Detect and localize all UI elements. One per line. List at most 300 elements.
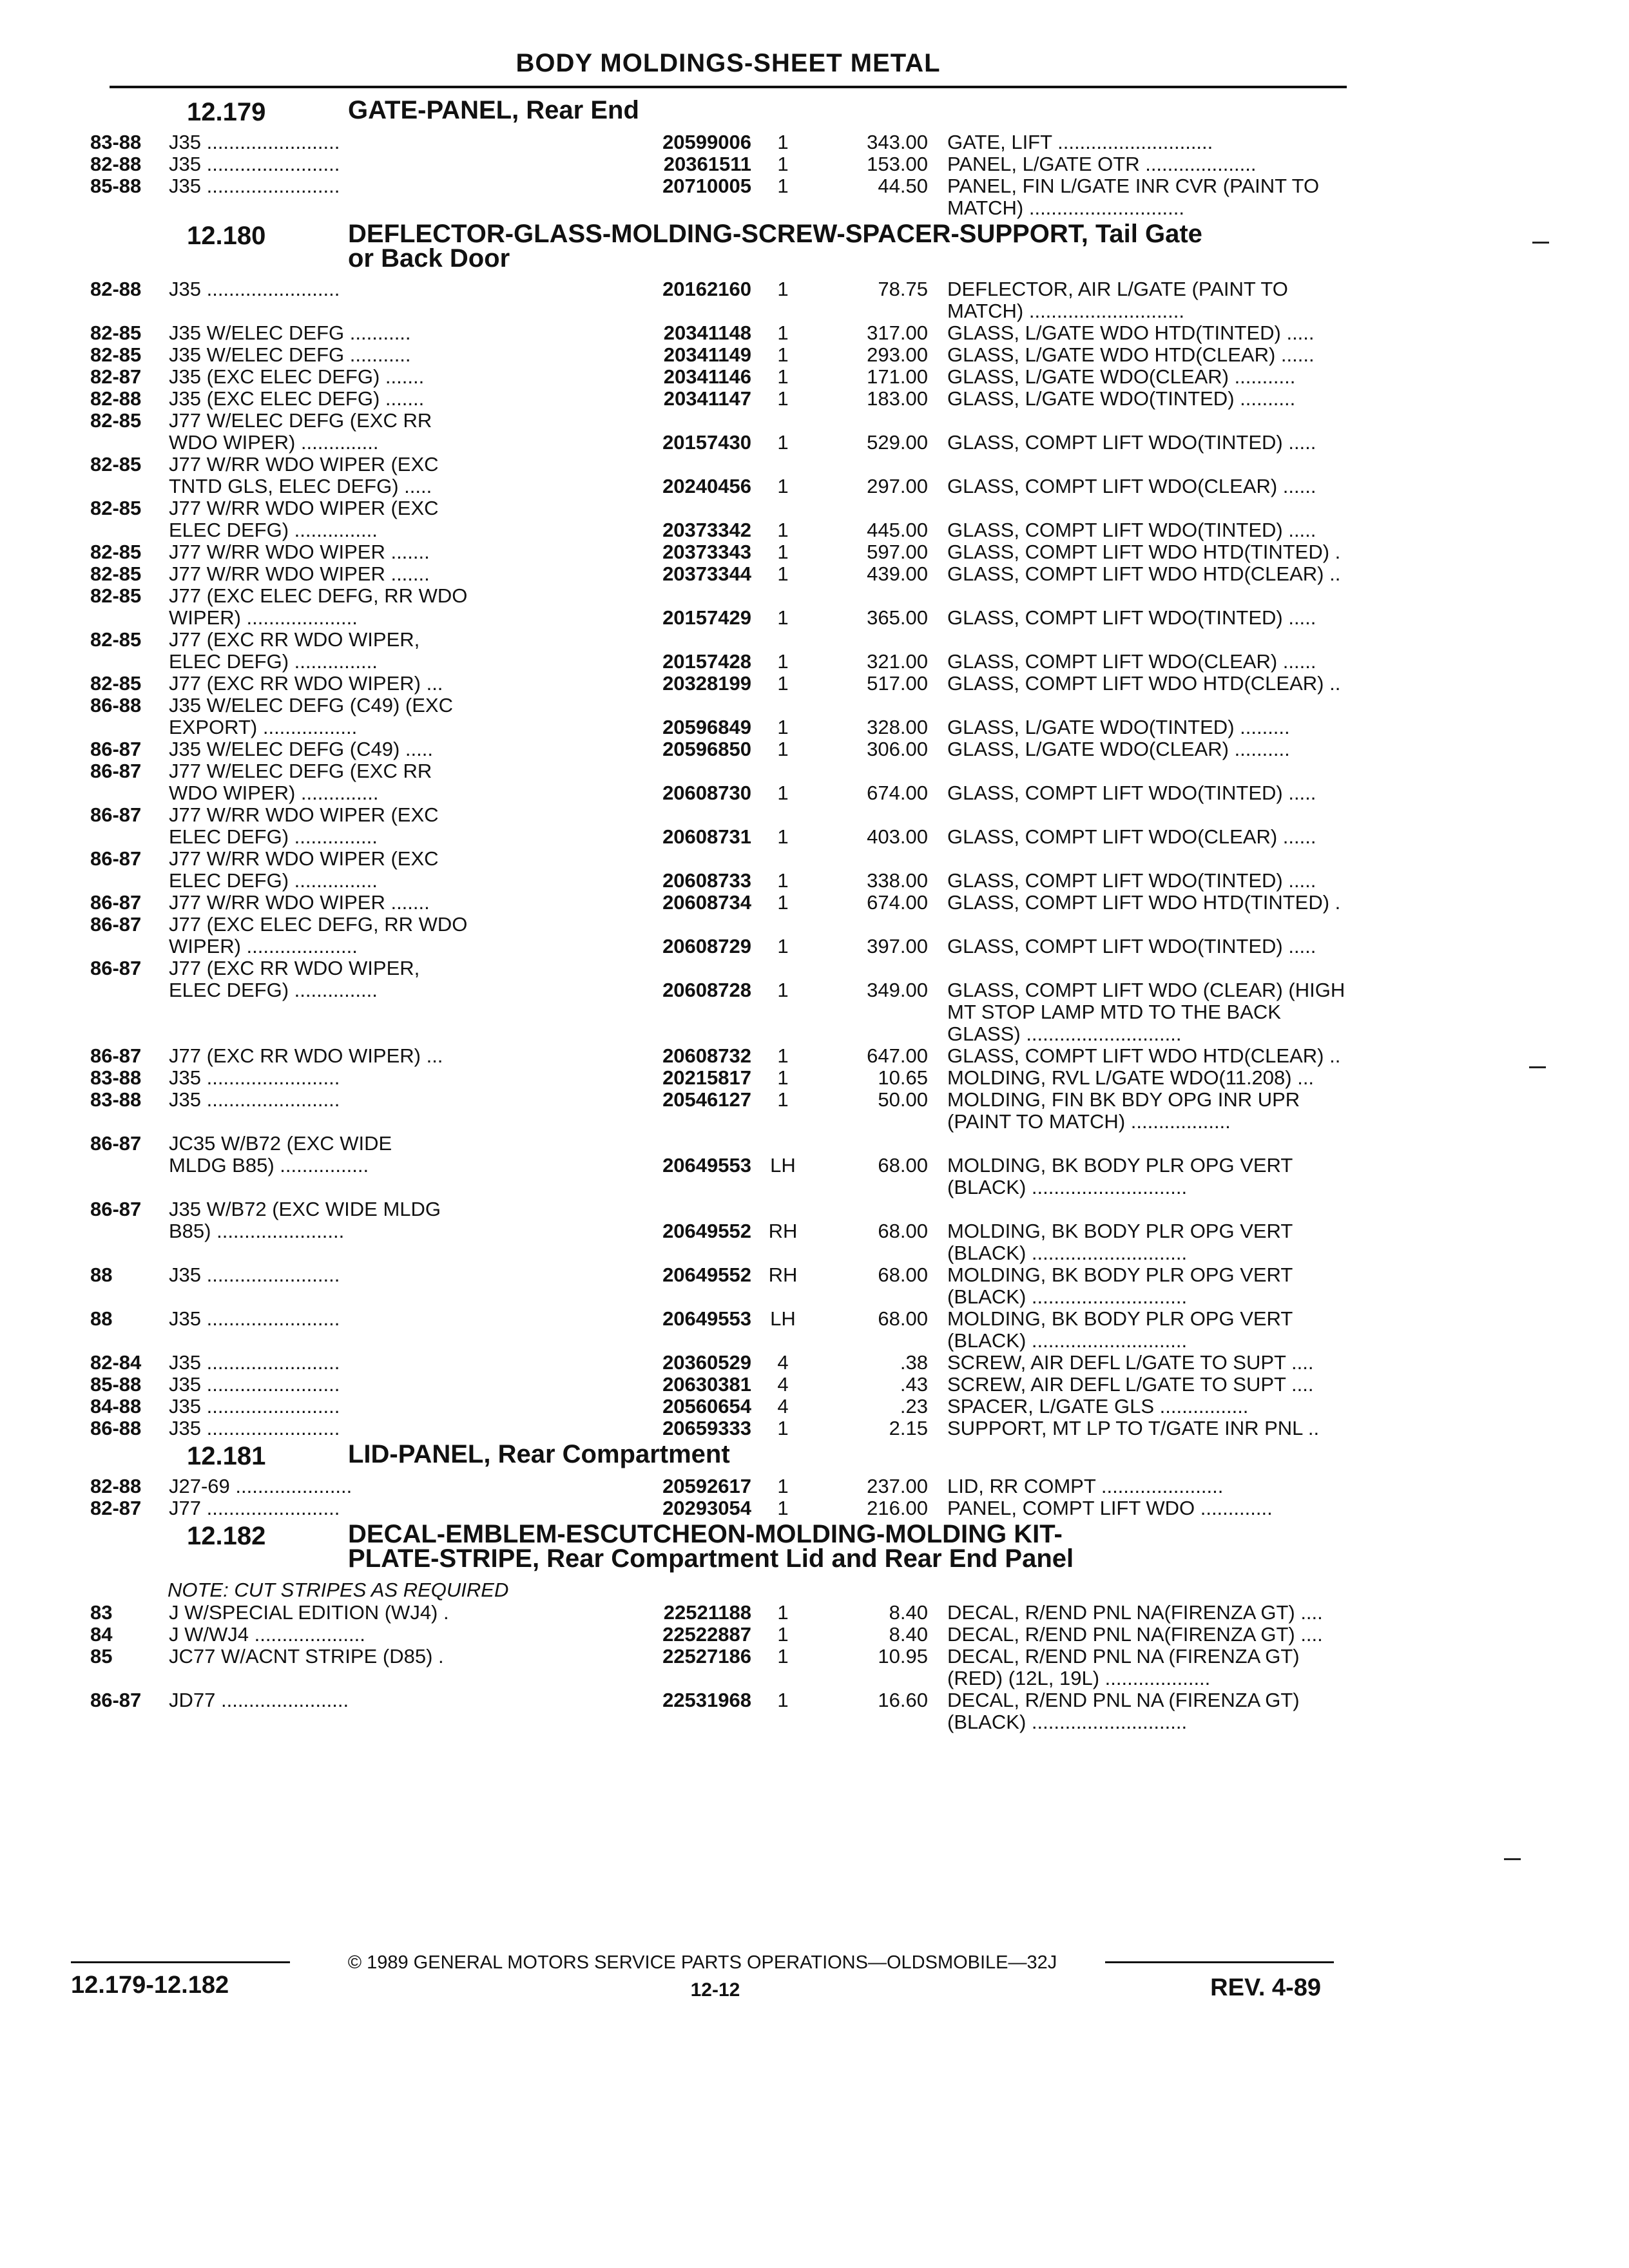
quantity: 1: [777, 1689, 789, 1711]
model-years: 86-87: [90, 738, 142, 760]
part-row: [90, 278, 1347, 300]
price: 439.00: [867, 562, 928, 585]
usage-description: WIPER) ....................: [169, 936, 358, 957]
quantity: 1: [777, 365, 789, 388]
model-years: 82-85: [90, 584, 142, 607]
part-number: 22522887: [662, 1623, 751, 1646]
usage-description: WDO WIPER) ..............: [169, 432, 379, 454]
part-description: GLASS, L/GATE WDO(CLEAR) ..........: [947, 738, 1290, 760]
model-years: 86-87: [90, 803, 142, 826]
margin-tick: [1529, 1066, 1546, 1068]
part-row: [90, 673, 1347, 695]
page-header: [110, 49, 1347, 89]
model-years: 86-87: [90, 760, 142, 782]
page-footer: [71, 1952, 1334, 2023]
quantity: 1: [777, 175, 789, 197]
part-description: GLASS, COMPT LIFT WDO HTD(CLEAR) ..: [947, 1045, 1341, 1067]
part-description: GLASS, COMPT LIFT WDO HTD(TINTED) .: [947, 892, 1341, 914]
part-description: MOLDING, BK BODY PLR OPG VERT: [947, 1220, 1293, 1242]
quantity: 1: [777, 131, 789, 153]
part-number: 22531968: [662, 1689, 751, 1711]
model-years: 86-87: [90, 1198, 142, 1220]
part-description: GLASS, COMPT LIFT WDO HTD(TINTED) .: [947, 541, 1341, 563]
section-header: [90, 98, 1347, 131]
price: 293.00: [867, 343, 928, 366]
margin-tick: [1504, 1858, 1521, 1860]
section-title: [348, 222, 1353, 271]
part-row: [90, 1624, 1347, 1646]
quantity: RH: [768, 1220, 798, 1242]
part-row: [90, 1374, 1347, 1396]
usage-description: J35 ........................: [169, 1374, 340, 1396]
model-years: 82-88: [90, 1475, 142, 1497]
part-row: [90, 651, 1347, 673]
quantity: 1: [777, 891, 789, 914]
price: 183.00: [867, 387, 928, 410]
footer-section-range: 12.179-12.182: [71, 1972, 229, 1999]
quantity: 1: [777, 153, 789, 175]
part-description: GLASS, L/GATE WDO(TINTED) .........: [947, 716, 1290, 738]
part-number: 20608732: [662, 1044, 751, 1067]
part-description: GLASS) ............................: [947, 1023, 1182, 1045]
part-row: [90, 1023, 1347, 1045]
quantity: 1: [777, 606, 789, 629]
part-number: 20608729: [662, 935, 751, 957]
model-years: 85: [90, 1645, 113, 1667]
model-years: 82-85: [90, 409, 142, 432]
model-years: 85-88: [90, 175, 142, 197]
part-row: [90, 1330, 1347, 1352]
usage-description: J77 W/RR WDO WIPER (EXC: [169, 804, 439, 826]
quantity: 1: [777, 672, 789, 695]
model-years: 82-88: [90, 278, 142, 300]
page-header-title: BODY MOLDINGS-SHEET METAL: [516, 49, 941, 77]
usage-description: ELEC DEFG) ...............: [169, 651, 378, 673]
section-number: 12.180: [187, 222, 266, 250]
usage-description: J77 W/RR WDO WIPER (EXC: [169, 497, 439, 519]
part-description: (BLACK) ............................: [947, 1286, 1188, 1308]
model-years: 83-88: [90, 1066, 142, 1089]
part-description: GLASS, L/GATE WDO(TINTED) ..........: [947, 388, 1296, 410]
usage-description: J35 ........................: [169, 1352, 340, 1374]
part-description: DECAL, R/END PNL NA(FIRENZA GT) ....: [947, 1602, 1323, 1624]
part-row: [90, 1242, 1347, 1264]
price: .23: [900, 1395, 928, 1418]
usage-description: J35 ........................: [169, 1089, 340, 1111]
part-row: [90, 979, 1347, 1001]
price: 343.00: [867, 131, 928, 153]
quantity: LH: [770, 1307, 796, 1330]
part-description: GLASS, L/GATE WDO(CLEAR) ...........: [947, 366, 1296, 388]
section-title-line: GATE-PANEL, Rear End: [348, 96, 639, 124]
part-description: PANEL, L/GATE OTR ....................: [947, 153, 1257, 175]
part-description: GLASS, COMPT LIFT WDO HTD(CLEAR) ..: [947, 673, 1341, 695]
part-row: [90, 1155, 1347, 1177]
model-years: 84: [90, 1623, 113, 1646]
footer-copyright: © 1989 GENERAL MOTORS SERVICE PARTS OPERATIONS—OLDSMOBILE—32J: [347, 1952, 1057, 1973]
quantity: 1: [777, 1475, 789, 1497]
usage-description: J35 W/B72 (EXC WIDE MLDG: [169, 1198, 441, 1220]
quantity: 1: [777, 322, 789, 344]
part-row: [90, 1133, 1347, 1155]
part-row: [90, 563, 1347, 585]
section-title: [348, 1522, 1353, 1571]
part-number: 20162160: [662, 278, 751, 300]
part-number: 20608734: [662, 891, 751, 914]
part-row: [90, 476, 1347, 497]
part-number: 20157428: [662, 650, 751, 673]
part-number: 20215817: [662, 1066, 751, 1089]
quantity: 4: [777, 1395, 789, 1418]
part-row: [90, 1418, 1347, 1439]
price: 8.40: [889, 1601, 928, 1624]
part-row: [90, 1497, 1347, 1519]
quantity: LH: [770, 1154, 796, 1177]
part-description: GLASS, COMPT LIFT WDO (CLEAR) (HIGH: [947, 979, 1345, 1001]
part-number: 20157430: [662, 431, 751, 454]
quantity: 1: [777, 1044, 789, 1067]
part-number: 20157429: [662, 606, 751, 629]
price: 68.00: [878, 1154, 928, 1177]
usage-description: J77 (EXC ELEC DEFG, RR WDO: [169, 914, 468, 936]
model-years: 82-85: [90, 541, 142, 563]
usage-description: ELEC DEFG) ...............: [169, 870, 378, 892]
part-row: [90, 1667, 1347, 1689]
usage-description: J35 ........................: [169, 131, 340, 153]
part-row: [90, 1089, 1347, 1111]
part-number: 20360529: [662, 1351, 751, 1374]
part-description: MOLDING, BK BODY PLR OPG VERT: [947, 1264, 1293, 1286]
part-description: GLASS, COMPT LIFT WDO(CLEAR) ......: [947, 476, 1316, 497]
part-row: [90, 366, 1347, 388]
part-description: GLASS, COMPT LIFT WDO(TINTED) .....: [947, 519, 1316, 541]
price: 44.50: [878, 175, 928, 197]
header-rule: [110, 86, 1347, 88]
usage-description: ELEC DEFG) ...............: [169, 826, 378, 848]
price: 403.00: [867, 825, 928, 848]
part-description: DECAL, R/END PNL NA(FIRENZA GT) ....: [947, 1624, 1323, 1646]
part-row: [90, 738, 1347, 760]
part-number: 20649552: [662, 1220, 751, 1242]
footer-rule-right: [1105, 1961, 1334, 1963]
usage-description: J35 W/ELEC DEFG ...........: [169, 344, 411, 366]
part-row: [90, 870, 1347, 892]
part-number: 20608728: [662, 979, 751, 1001]
part-row: [90, 1177, 1347, 1198]
part-row: [90, 716, 1347, 738]
quantity: 1: [777, 519, 789, 541]
part-number: 20341149: [663, 343, 751, 366]
part-row: [90, 1396, 1347, 1418]
usage-description: J35 ........................: [169, 153, 340, 175]
part-row: [90, 782, 1347, 804]
part-number: 20596850: [662, 738, 751, 760]
usage-description: ELEC DEFG) ...............: [169, 979, 378, 1001]
part-description: MATCH) ............................: [947, 197, 1185, 219]
model-years: 83-88: [90, 131, 142, 153]
price: .38: [900, 1351, 928, 1374]
part-row: [90, 1067, 1347, 1089]
quantity: 1: [777, 935, 789, 957]
part-description: GLASS, L/GATE WDO HTD(TINTED) .....: [947, 322, 1315, 344]
price: 10.65: [878, 1066, 928, 1089]
quantity: RH: [768, 1264, 798, 1286]
part-row: [90, 585, 1347, 607]
part-description: (RED) (12L, 19L) ...................: [947, 1667, 1211, 1689]
part-row: [90, 541, 1347, 563]
part-number: 20560654: [662, 1395, 751, 1418]
part-row: [90, 153, 1347, 175]
usage-description: J35 ........................: [169, 1067, 340, 1089]
usage-description: J77 (EXC RR WDO WIPER) ...: [169, 1045, 443, 1067]
part-description: DEFLECTOR, AIR L/GATE (PAINT TO: [947, 278, 1288, 300]
section-title: [348, 1442, 1353, 1466]
usage-description: MLDG B85) ................: [169, 1155, 369, 1177]
section-header: [90, 1522, 1347, 1579]
price: 297.00: [867, 475, 928, 497]
part-description: GLASS, COMPT LIFT WDO(TINTED) .....: [947, 607, 1316, 629]
price: 647.00: [867, 1044, 928, 1067]
quantity: 1: [777, 1601, 789, 1624]
usage-description: JC35 W/B72 (EXC WIDE: [169, 1133, 392, 1155]
part-number: 20341148: [663, 322, 751, 344]
price: 68.00: [878, 1264, 928, 1286]
model-years: 82-84: [90, 1351, 142, 1374]
price: 349.00: [867, 979, 928, 1001]
footer-revision: REV. 4-89: [1210, 1974, 1321, 2001]
footer-rule-left: [71, 1961, 290, 1963]
part-row: [90, 629, 1347, 651]
model-years: 86-87: [90, 957, 142, 979]
model-years: 82-87: [90, 365, 142, 388]
part-number: 20608733: [662, 869, 751, 892]
part-number: 20373344: [662, 562, 751, 585]
part-description: GLASS, COMPT LIFT WDO(TINTED) .....: [947, 432, 1316, 454]
usage-description: J35 ........................: [169, 1418, 340, 1439]
quantity: 1: [777, 738, 789, 760]
quantity: 1: [777, 343, 789, 366]
part-description: GLASS, COMPT LIFT WDO(CLEAR) ......: [947, 651, 1316, 673]
usage-description: J77 ........................: [169, 1497, 340, 1519]
price: 216.00: [867, 1497, 928, 1519]
part-description: GATE, LIFT ............................: [947, 131, 1213, 153]
part-description: SCREW, AIR DEFL L/GATE TO SUPT ....: [947, 1374, 1314, 1396]
usage-description: WIPER) ....................: [169, 607, 358, 629]
model-years: 86-88: [90, 694, 142, 716]
part-row: [90, 175, 1347, 197]
part-description: MOLDING, FIN BK BDY OPG INR UPR: [947, 1089, 1300, 1111]
part-row: [90, 826, 1347, 848]
model-years: 86-87: [90, 1689, 142, 1711]
usage-description: J35 ........................: [169, 1396, 340, 1418]
usage-description: WDO WIPER) ..............: [169, 782, 379, 804]
quantity: 1: [777, 1497, 789, 1519]
usage-description: ELEC DEFG) ...............: [169, 519, 378, 541]
quantity: 1: [777, 650, 789, 673]
price: 317.00: [867, 322, 928, 344]
part-number: 20240456: [662, 475, 751, 497]
model-years: 84-88: [90, 1395, 142, 1418]
margin-tick: [1532, 242, 1549, 244]
part-row: [90, 322, 1347, 344]
model-years: 82-88: [90, 153, 142, 175]
part-number: 20630381: [662, 1373, 751, 1396]
quantity: 4: [777, 1351, 789, 1374]
part-number: 20599006: [662, 131, 751, 153]
usage-description: J77 (EXC RR WDO WIPER,: [169, 957, 420, 979]
usage-description: J35 ........................: [169, 175, 340, 197]
price: 50.00: [878, 1088, 928, 1111]
section-title-line: DEFLECTOR-GLASS-MOLDING-SCREW-SPACER-SUPPORT, Tail Gate: [348, 220, 1202, 248]
section-note: NOTE: CUT STRIPES AS REQUIRED: [168, 1579, 509, 1601]
usage-description: J77 W/RR WDO WIPER (EXC: [169, 454, 439, 476]
usage-description: J35 ........................: [169, 1264, 340, 1286]
part-description: GLASS, COMPT LIFT WDO HTD(CLEAR) ..: [947, 563, 1341, 585]
price: 68.00: [878, 1220, 928, 1242]
usage-description: TNTD GLS, ELEC DEFG) .....: [169, 476, 432, 497]
usage-description: JC77 W/ACNT STRIPE (D85) .: [169, 1646, 444, 1667]
model-years: 82-85: [90, 453, 142, 476]
part-number: 20361511: [663, 153, 751, 175]
price: 153.00: [867, 153, 928, 175]
part-description: SPACER, L/GATE GLS ................: [947, 1396, 1249, 1418]
part-description: GLASS, L/GATE WDO HTD(CLEAR) ......: [947, 344, 1315, 366]
price: 365.00: [867, 606, 928, 629]
part-description: GLASS, COMPT LIFT WDO(TINTED) .....: [947, 936, 1316, 957]
usage-description: J35 W/ELEC DEFG (C49) (EXC: [169, 695, 453, 716]
section-title-line: or Back Door: [348, 244, 510, 273]
part-description: (BLACK) ............................: [947, 1711, 1188, 1733]
usage-description: J77 W/RR WDO WIPER .......: [169, 541, 430, 563]
quantity: 1: [777, 825, 789, 848]
part-row: [90, 760, 1347, 782]
part-row: [90, 197, 1347, 219]
section-header: [90, 1442, 1347, 1475]
part-description: LID, RR COMPT ......................: [947, 1475, 1224, 1497]
model-years: 82-85: [90, 497, 142, 519]
section-title-line: PLATE-STRIPE, Rear Compartment Lid and Rear End Panel: [348, 1544, 1074, 1573]
part-description: DECAL, R/END PNL NA (FIRENZA GT): [947, 1689, 1300, 1711]
price: 8.40: [889, 1623, 928, 1646]
part-description: (BLACK) ............................: [947, 1242, 1188, 1264]
part-description: GLASS, COMPT LIFT WDO(TINTED) .....: [947, 782, 1316, 804]
quantity: 1: [777, 716, 789, 738]
part-description: (BLACK) ............................: [947, 1330, 1188, 1352]
part-row: [90, 695, 1347, 716]
usage-description: J35 W/ELEC DEFG ...........: [169, 322, 411, 344]
quantity: 1: [777, 475, 789, 497]
usage-description: J77 (EXC ELEC DEFG, RR WDO: [169, 585, 468, 607]
part-number: 20328199: [662, 672, 751, 695]
price: 306.00: [867, 738, 928, 760]
model-years: 82-85: [90, 562, 142, 585]
section-title-line: DECAL-EMBLEM-ESCUTCHEON-MOLDING-MOLDING KIT-: [348, 1520, 1063, 1548]
part-description: PANEL, COMPT LIFT WDO .............: [947, 1497, 1273, 1519]
price: 674.00: [867, 891, 928, 914]
part-row: [90, 1308, 1347, 1330]
quantity: 1: [777, 1088, 789, 1111]
usage-description: J77 W/RR WDO WIPER .......: [169, 563, 430, 585]
part-number: 20608731: [662, 825, 751, 848]
usage-description: JD77 .......................: [169, 1689, 349, 1711]
part-row: [90, 804, 1347, 826]
part-row: [90, 1198, 1347, 1220]
price: 328.00: [867, 716, 928, 738]
part-number: 20596849: [662, 716, 751, 738]
model-years: 86-87: [90, 1044, 142, 1067]
part-number: 20659333: [662, 1417, 751, 1439]
part-row: [90, 848, 1347, 870]
part-row: [90, 432, 1347, 454]
part-row: [90, 410, 1347, 432]
price: 397.00: [867, 935, 928, 957]
price: 517.00: [867, 672, 928, 695]
part-row: [90, 607, 1347, 629]
usage-description: J35 ........................: [169, 1308, 340, 1330]
part-row: [90, 1646, 1347, 1667]
price: 68.00: [878, 1307, 928, 1330]
quantity: 1: [777, 541, 789, 563]
parts-sections: [90, 95, 1347, 1733]
quantity: 1: [777, 869, 789, 892]
part-number: 20341147: [663, 387, 751, 410]
part-row: [90, 1286, 1347, 1308]
part-number: 20608730: [662, 782, 751, 804]
part-row: [90, 1352, 1347, 1374]
part-number: 20649553: [662, 1154, 751, 1177]
quantity: 1: [777, 1417, 789, 1439]
section-header: [90, 222, 1347, 278]
quantity: 4: [777, 1373, 789, 1396]
usage-description: J77 (EXC RR WDO WIPER) ...: [169, 673, 443, 695]
model-years: 88: [90, 1264, 113, 1286]
usage-description: J35 ........................: [169, 278, 340, 300]
usage-description: J35 W/ELEC DEFG (C49) .....: [169, 738, 433, 760]
part-row: [90, 519, 1347, 541]
price: 597.00: [867, 541, 928, 563]
part-number: 20592617: [662, 1475, 751, 1497]
model-years: 82-85: [90, 343, 142, 366]
model-years: 82-85: [90, 672, 142, 695]
part-description: SCREW, AIR DEFL L/GATE TO SUPT ....: [947, 1352, 1314, 1374]
model-years: 86-88: [90, 1417, 142, 1439]
model-years: 83: [90, 1601, 113, 1624]
quantity: 1: [777, 782, 789, 804]
quantity: 1: [777, 278, 789, 300]
part-row: [90, 454, 1347, 476]
price: 445.00: [867, 519, 928, 541]
part-description: DECAL, R/END PNL NA (FIRENZA GT): [947, 1646, 1300, 1667]
part-description: GLASS, COMPT LIFT WDO(CLEAR) ......: [947, 826, 1316, 848]
part-number: 22521188: [663, 1601, 751, 1624]
part-row: [90, 300, 1347, 322]
section-title-line: LID-PANEL, Rear Compartment: [348, 1440, 730, 1468]
part-number: 22527186: [662, 1645, 751, 1667]
usage-description: B85) .......................: [169, 1220, 345, 1242]
price: 674.00: [867, 782, 928, 804]
part-description: MOLDING, BK BODY PLR OPG VERT: [947, 1155, 1293, 1177]
usage-description: J77 W/RR WDO WIPER .......: [169, 892, 430, 914]
part-row: [90, 131, 1347, 153]
model-years: 83-88: [90, 1088, 142, 1111]
part-row: [90, 388, 1347, 410]
price: 529.00: [867, 431, 928, 454]
usage-description: J W/SPECIAL EDITION (WJ4) .: [169, 1602, 449, 1624]
model-years: 82-85: [90, 322, 142, 344]
part-number: 20649553: [662, 1307, 751, 1330]
price: .43: [900, 1373, 928, 1396]
model-years: 82-85: [90, 628, 142, 651]
